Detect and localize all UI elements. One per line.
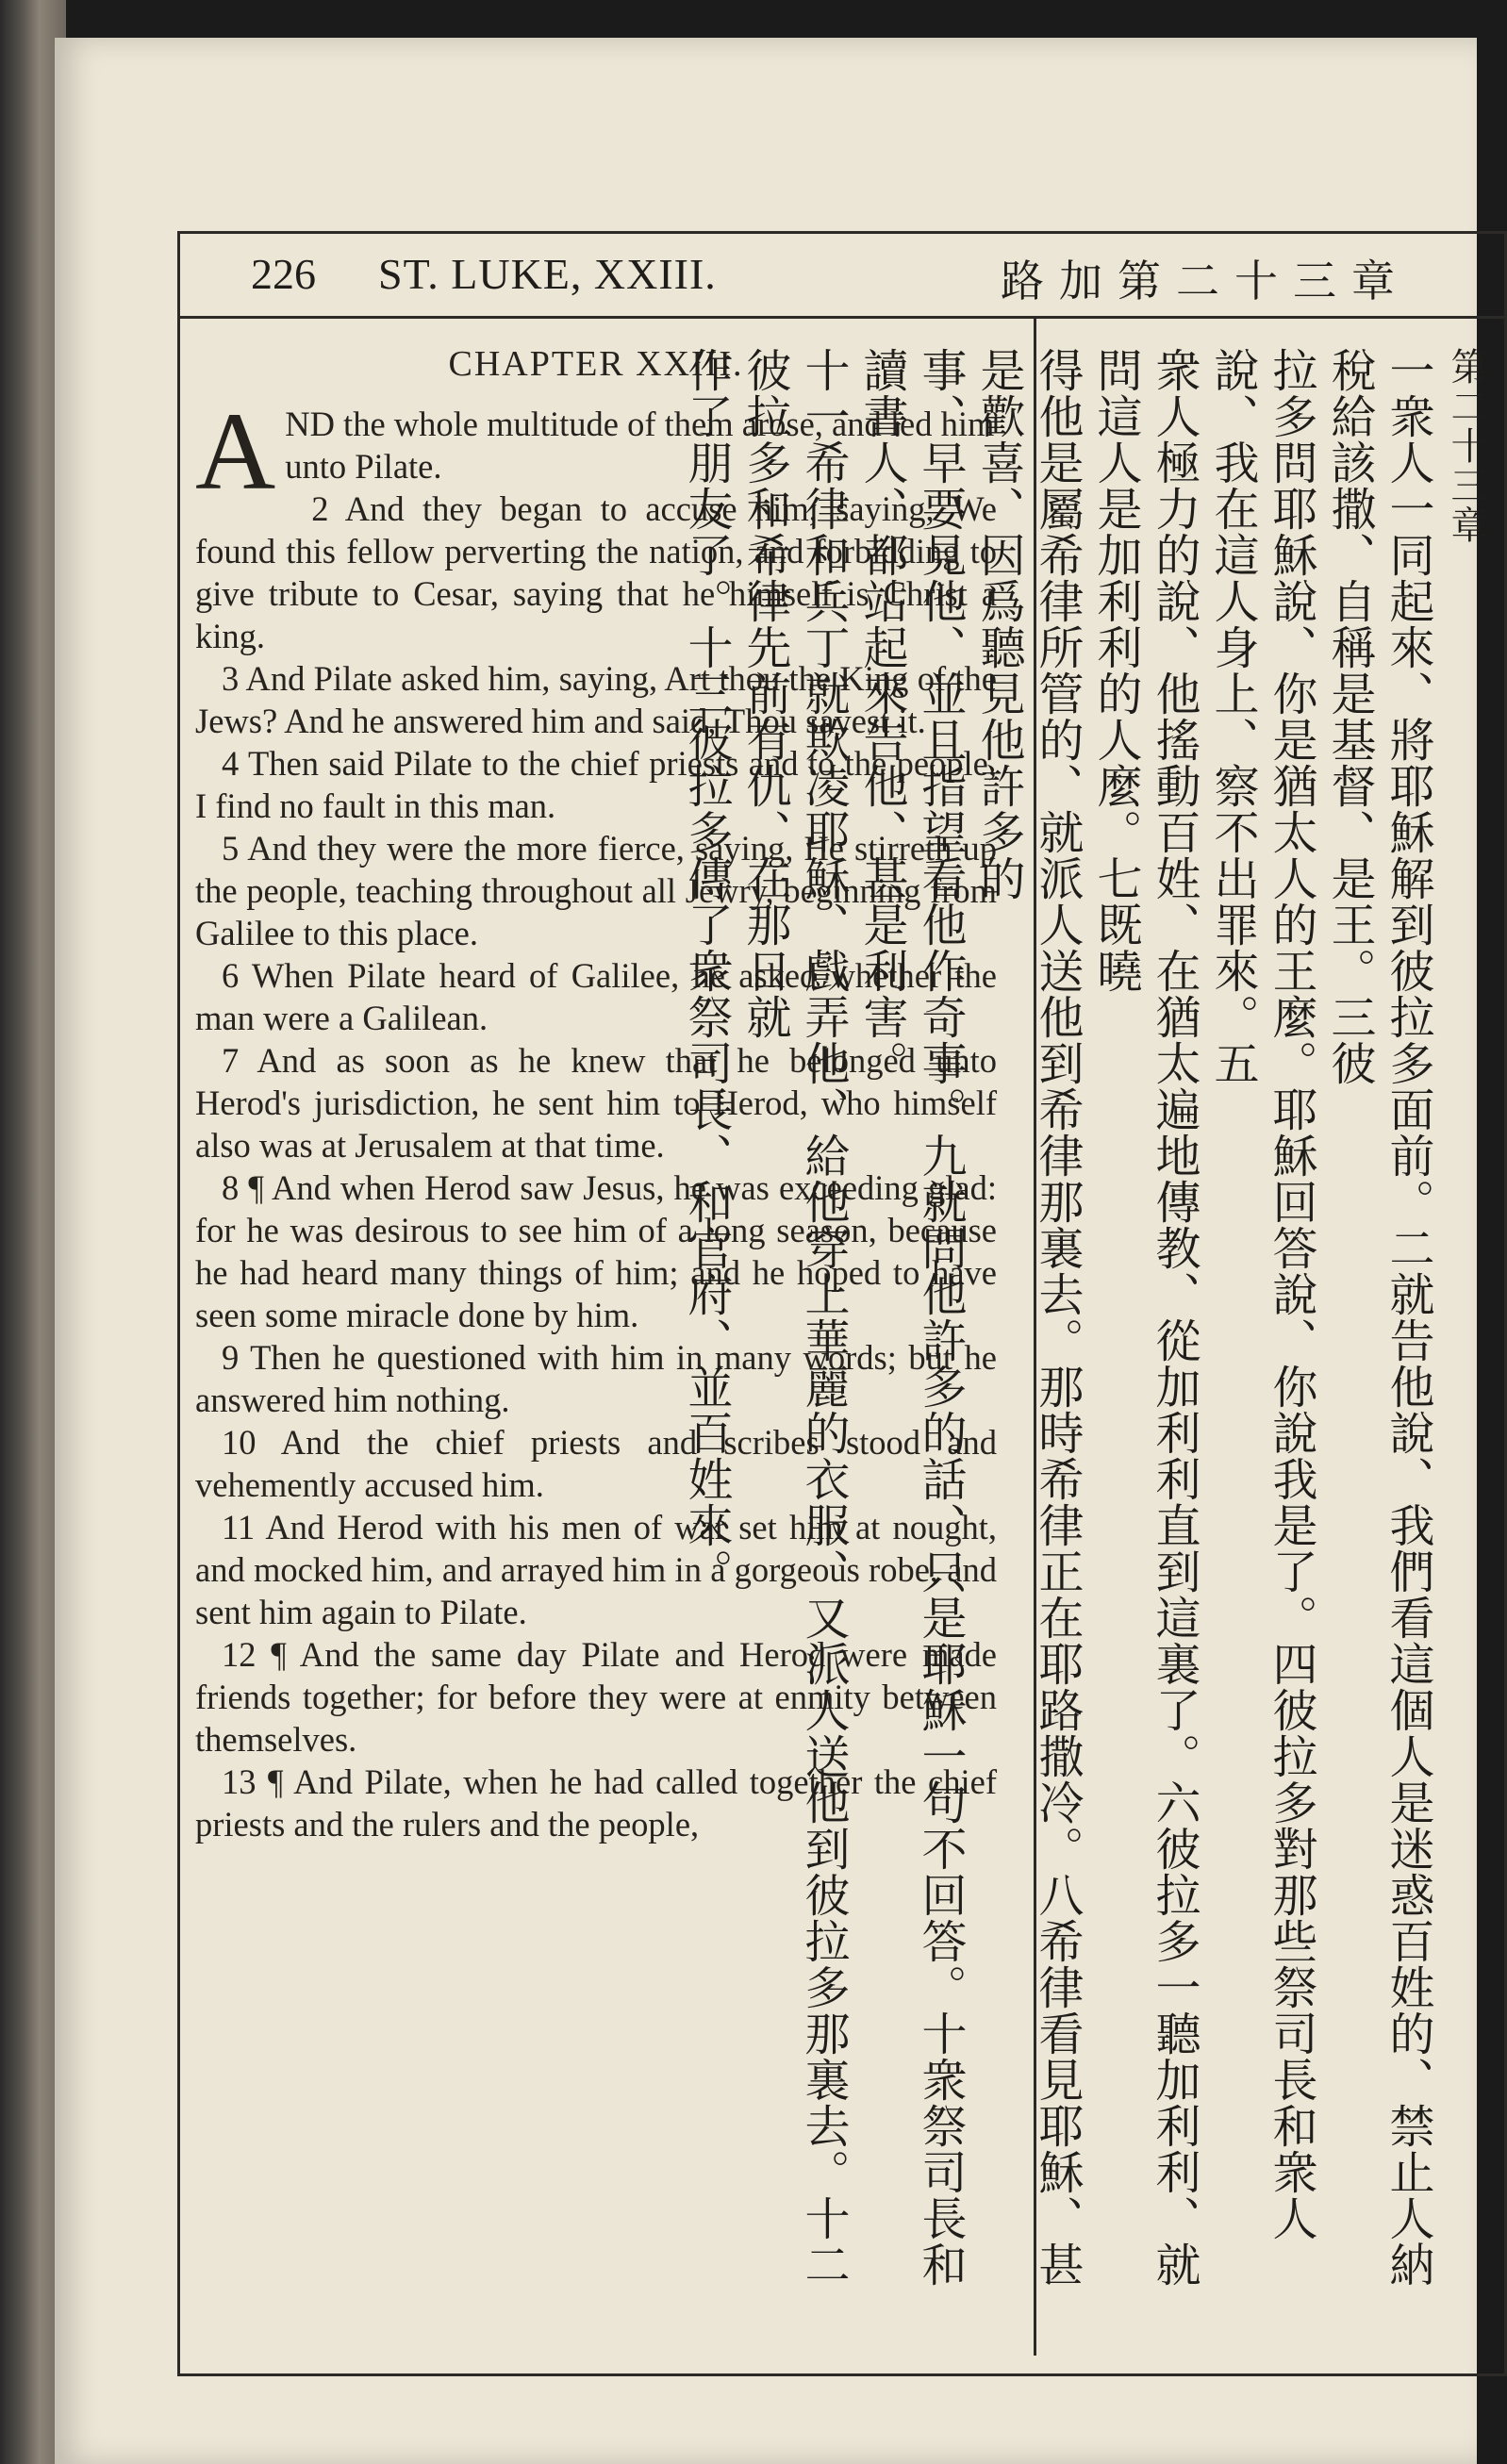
chinese-text-column: 拉多問耶穌說、你是猶太人的王麼。耶穌回答說、你說我是了。四彼拉多對那些祭司長和衆人說、我在這人身上、察不出罪來。五	[1206, 347, 1317, 2241]
verse-11: 11 And Herod with his men of war set him at nought, and mocked him, and arrayed him in a gorgeous robe, and sent him again to Pilate.	[195, 1508, 997, 1631]
verse-7: 7 And as soon as he knew that he belonged unto Herod's jurisdiction, he sent him to Herod, who himself also was at Jerusalem at that time.	[195, 1041, 997, 1165]
page-header	[180, 234, 1504, 319]
page-number: 226	[251, 250, 316, 298]
verse-4: 4 Then said Pilate to the chief priests and to the people, I find no fault in this man.	[195, 744, 997, 825]
chinese-text-column: 十一希律和兵丁就欺凌耶穌、戲弄他、給他穿上華麗的衣服、又派人送他到彼拉多那裏去。十二彼拉多和希律先前有仇、在那日就	[738, 347, 850, 2288]
drop-cap: A	[195, 389, 276, 513]
chinese-chapter-heading: 第二十三章	[1445, 347, 1488, 545]
chinese-text-column: 事、早要見他、並且指望看他作奇事。九就問他許多的話、只是耶穌一句不回答。十衆祭司長和讀書人、都站起來告他、甚是利害。	[855, 347, 967, 2288]
verse-13: 13 ¶ And Pilate, when he had called together the chief priests and the rulers and the people,	[195, 1762, 997, 1844]
verse-2: 2 And they began to accuse him, saying, We found this fellow perverting the nation, and forbidding to give tribute to Cesar, saying that he himself is Christ a king.	[195, 489, 997, 655]
verse-6: 6 When Pilate heard of Galilee, he asked whether the man were a Galilean.	[195, 956, 997, 1037]
verse-9: 9 Then he questioned with him in many words; but he answered him nothing.	[195, 1338, 997, 1419]
chinese-text-column: 衆人極力的說、他搖動百姓、在猶太遍地傳教、從加利利直到這裏了。六彼拉多一聽加利利、就問這人是加利利的人麼。七既曉	[1089, 347, 1201, 2288]
verse-10: 10 And the chief priests and scribes stood and vehemently accused him.	[195, 1423, 997, 1504]
chinese-column	[680, 347, 1496, 2327]
text-frame	[177, 231, 1507, 2376]
chinese-text-column: 一衆人一同起來、將耶穌解到彼拉多面前。二就告他說、我們看這個人是迷惑百姓的、禁止人納稅給該撒、自稱是基督、是王。三彼	[1323, 347, 1434, 2288]
verse-3: 3 And Pilate asked him, saying, Art thou the King of the Jews? And he answered him and said, Thou sayest it.	[195, 659, 997, 740]
chinese-text-column: 得他是屬希律所管的、就派人送他到希律那裏去。那時希律正在耶路撒冷。八希律看見耶穌、甚是歡喜、因爲聽見他許多的	[972, 347, 1084, 2288]
book-page	[55, 38, 1488, 2464]
chapter-heading: CHAPTER XXIII.	[448, 344, 744, 384]
chinese-running-title: 路加第二十三章	[1001, 256, 1410, 306]
verse-12: 12 ¶ And the same day Pilate and Herod were made friends together; for before they were at enmity between themselves.	[195, 1635, 997, 1759]
verse-8: 8 ¶ And when Herod saw Jesus, he was exceeding glad: for he was desirous to see him of a long season, because he had heard many things of him; and he hoped to have seen some miracle done by him.	[195, 1168, 997, 1334]
chinese-text-column: 作了朋友了。十三彼拉多傳了衆祭司長、和官府、並百姓來。	[680, 347, 733, 1595]
running-title: ST. LUKE, XXIII.	[378, 250, 717, 298]
verse-5: 5 And they were the more fierce, saying, He stirreth up the people, teaching throughout all Jewry, beginning from Galilee to this place.	[195, 829, 997, 952]
verse-1-text: ND the whole multitude of them arose, and led him unto Pilate.	[285, 405, 995, 486]
